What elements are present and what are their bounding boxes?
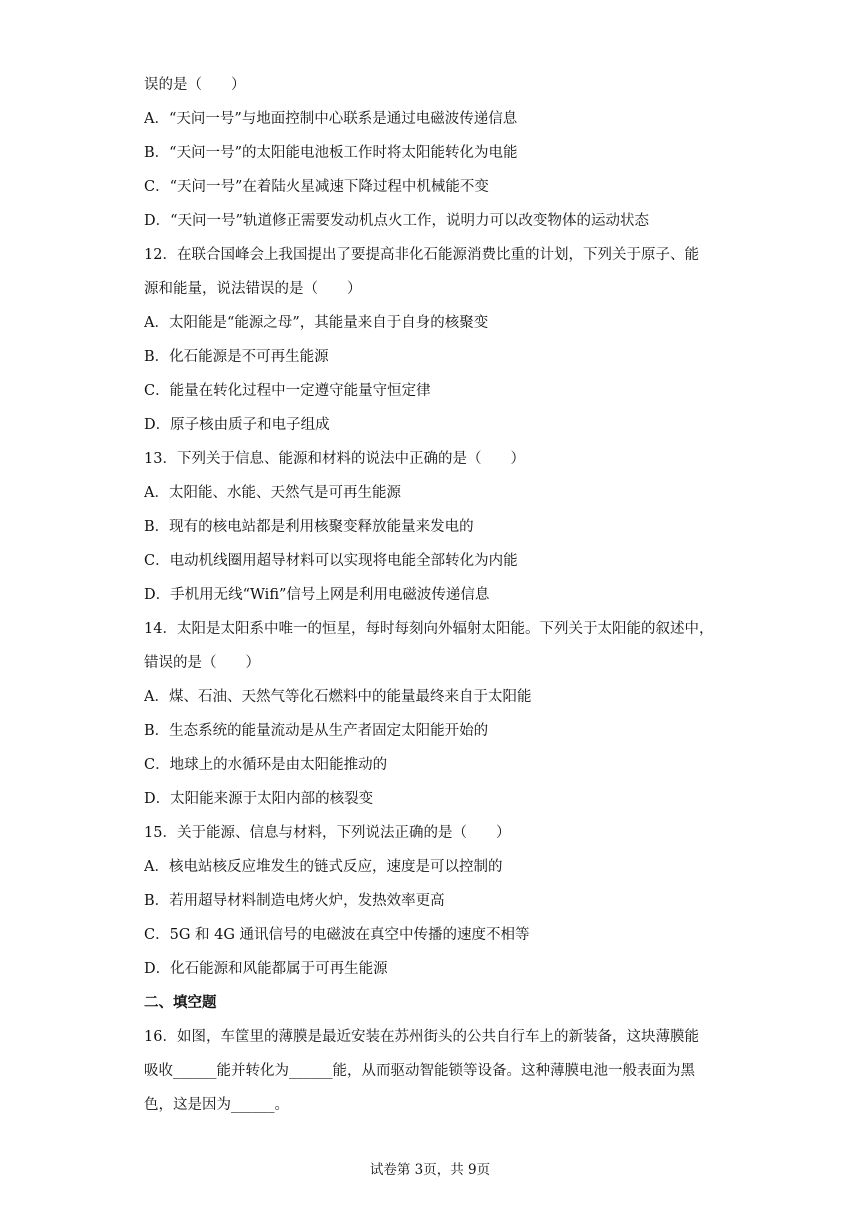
- question-16-stem: 16．如图，车筐里的薄膜是最近安装在苏州街头的公共自行车上的新装备，这块薄膜能: [144, 1029, 699, 1045]
- question-16-stem-end: 色，这是因为______。: [144, 1097, 289, 1113]
- question-14-stem: 14．太阳是太阳系中唯一的恒星，每时每刻向外辐射太阳能。下列关于太阳能的叙述中，: [144, 621, 714, 637]
- option-c: C．能量在转化过程中一定遵守能量守恒定律: [144, 383, 431, 399]
- option-a: A．“天问一号”与地面控制中心联系是通过电磁波传递信息: [144, 111, 518, 127]
- section-heading: 二、填空题: [144, 994, 217, 1011]
- option-b: B．化石能源是不可再生能源: [144, 349, 329, 365]
- question-12-stem-cont: 源和能量，说法错误的是（ ）: [144, 281, 362, 297]
- option-b: B．生态系统的能量流动是从生产者固定太阳能开始的: [144, 723, 489, 739]
- option-d: D．原子核由质子和电子组成: [144, 417, 330, 433]
- option-b: B．现有的核电站都是利用核聚变释放能量来发电的: [144, 519, 474, 535]
- exam-content: [144, 68, 724, 1122]
- option-d: D．手机用无线“Wifi”信号上网是利用电磁波传递信息: [144, 587, 490, 603]
- question-16-stem-cont: 吸收______能并转化为______能，从而驱动智能锁等设备。这种薄膜电池一般表面为黑: [144, 1063, 695, 1079]
- option-a: A．煤、石油、天然气等化石燃料中的能量最终来自于太阳能: [144, 689, 532, 705]
- option-b: B．“天问一号”的太阳能电池板工作时将太阳能转化为电能: [144, 145, 518, 161]
- text-line: 误的是（ ）: [144, 77, 246, 93]
- option-d: D．太阳能来源于太阳内部的核裂变: [144, 791, 374, 807]
- question-13-stem: 13．下列关于信息、能源和材料的说法中正确的是（ ）: [144, 451, 525, 467]
- option-c: C．电动机线圈用超导材料可以实现将电能全部转化为内能: [144, 553, 518, 569]
- option-a: A．太阳能是“能源之母”，其能量来自于自身的核聚变: [144, 315, 489, 331]
- page-footer: 试卷第 3页，共 9页: [369, 1162, 491, 1178]
- question-12-stem: 12．在联合国峰会上我国提出了要提高非化石能源消费比重的计划，下列关于原子、能: [144, 247, 699, 263]
- option-c: C．“天问一号”在着陆火星减速下降过程中机械能不变: [144, 179, 489, 195]
- option-a: A．核电站核反应堆发生的链式反应，速度是可以控制的: [144, 859, 503, 875]
- question-14-stem-cont: 错误的是（ ）: [144, 655, 260, 671]
- option-d: D．化石能源和风能都属于可再生能源: [144, 961, 388, 977]
- option-c: C．地球上的水循环是由太阳能推动的: [144, 757, 388, 773]
- option-b: B．若用超导材料制造电烤火炉，发热效率更高: [144, 893, 445, 909]
- option-d: D．“天问一号”轨道修正需要发动机点火工作，说明力可以改变物体的运动状态: [144, 213, 649, 229]
- option-c: C．5G 和 4G 通讯信号的电磁波在真空中传播的速度不相等: [144, 927, 530, 943]
- option-a: A．太阳能、水能、天然气是可再生能源: [144, 485, 401, 501]
- question-15-stem: 15．关于能源、信息与材料，下列说法正确的是（ ）: [144, 825, 511, 841]
